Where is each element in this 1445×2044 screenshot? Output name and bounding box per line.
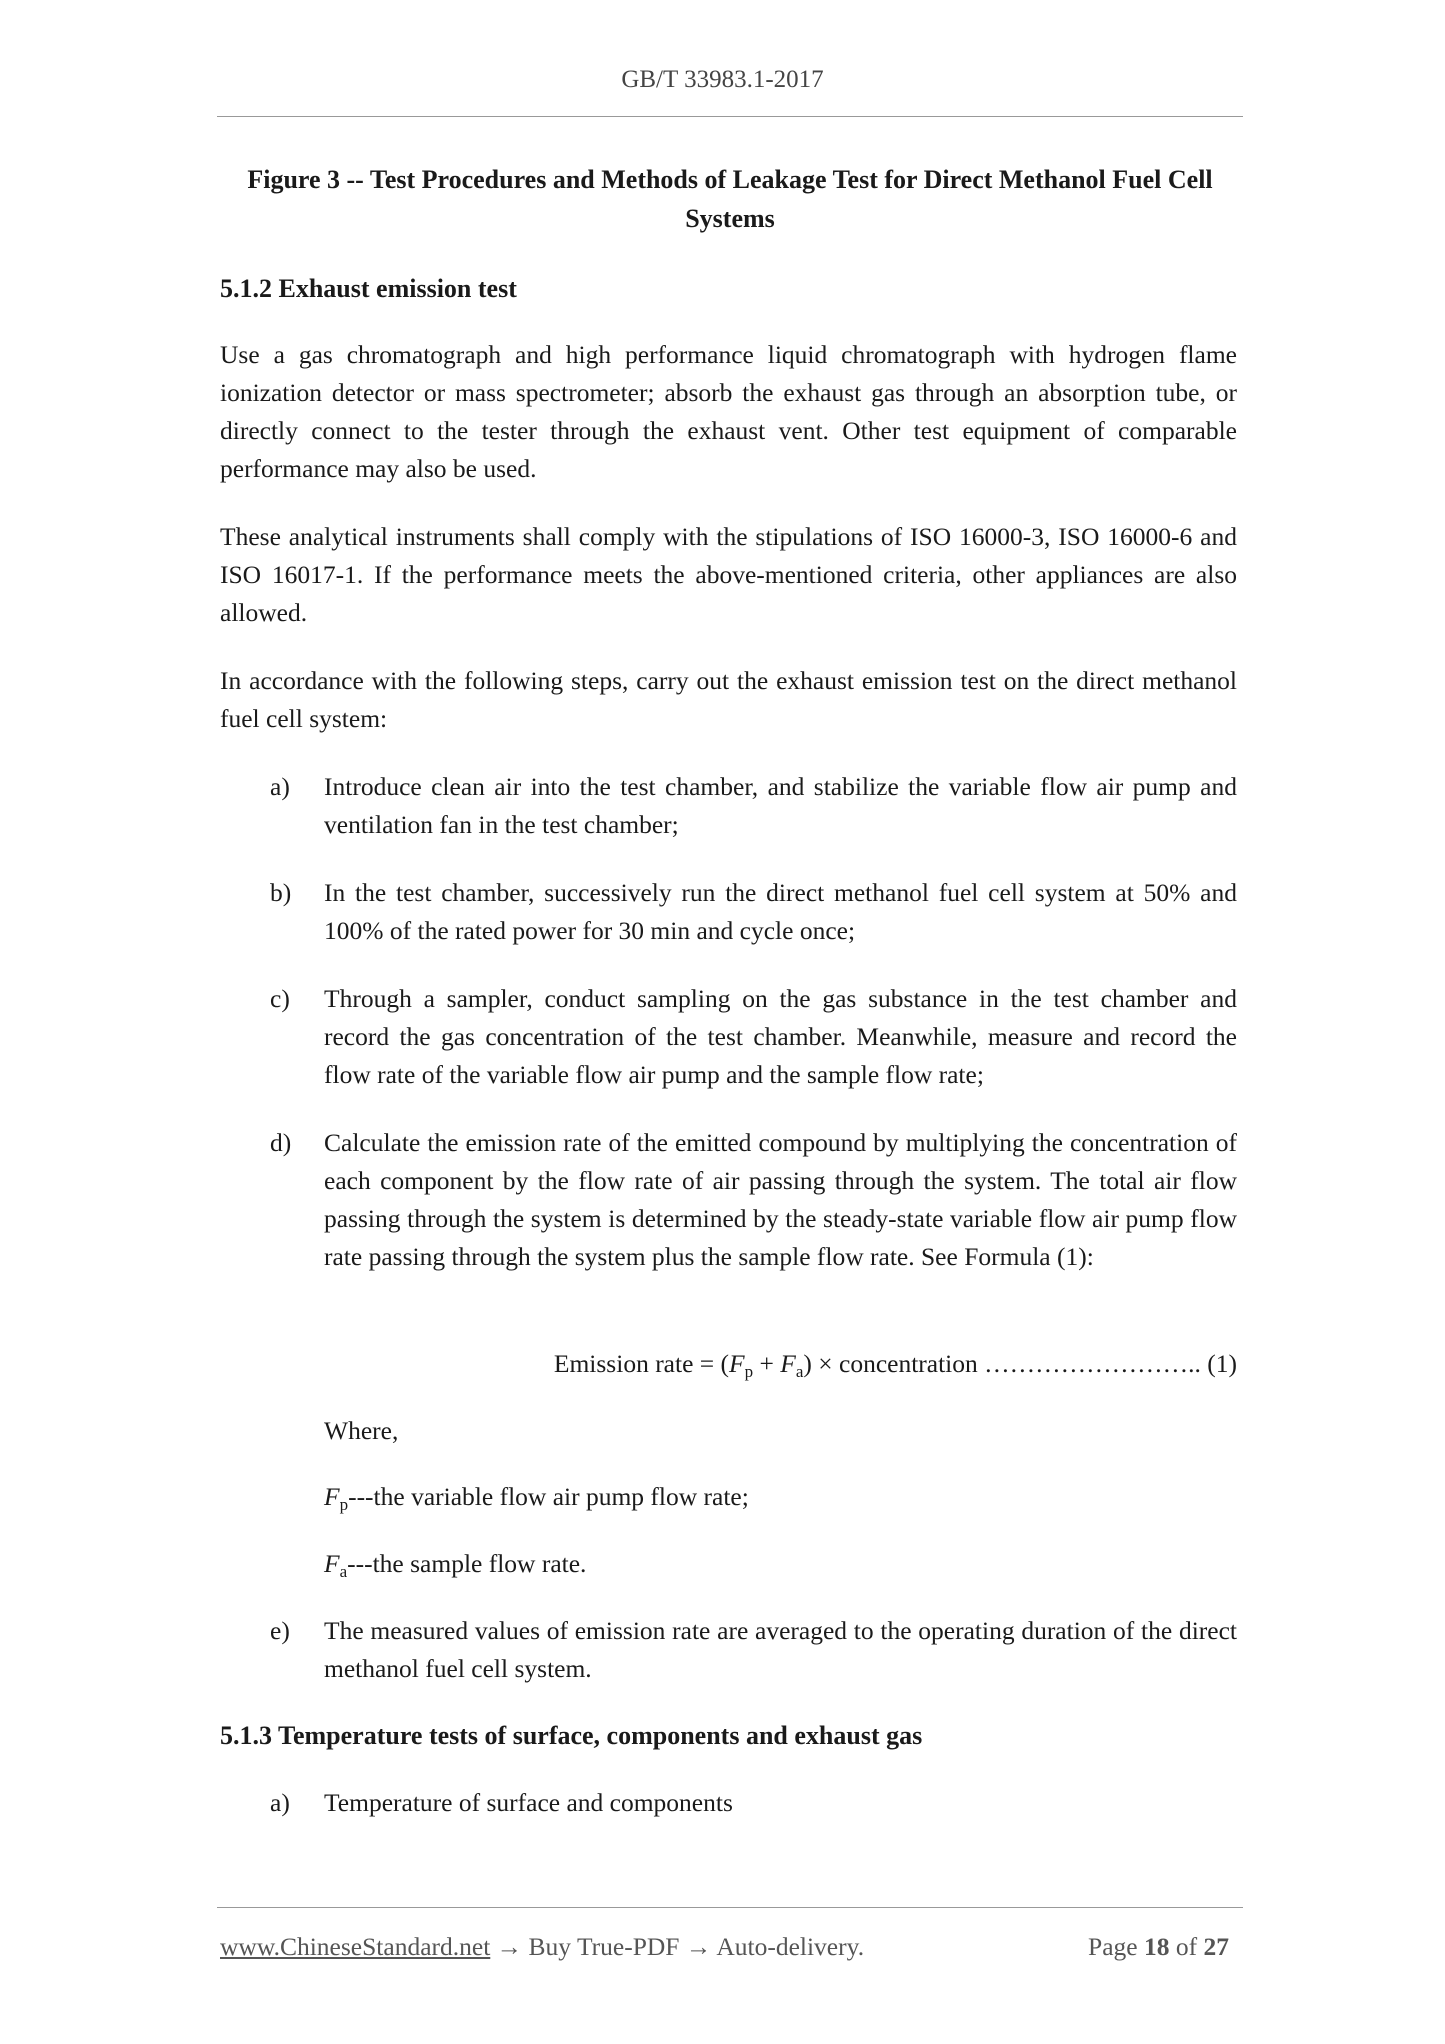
section-heading-5-1-3: 5.1.3 Temperature tests of surface, components and exhaust gas	[220, 1721, 923, 1750]
list-text: Calculate the emission rate of the emitted compound by multiplying the concentration of each component by the flow rate of air passing through the system. The total air flow passing through the system is determined by the steady-state variable flow air pump flow rate passing through the system plus the sample flow rate. See Formula (1):	[324, 1128, 1237, 1271]
list-marker: b)	[270, 878, 292, 907]
list-marker: c)	[270, 984, 290, 1013]
list-text: Temperature of surface and components	[324, 1788, 733, 1817]
list-marker: a)	[270, 772, 290, 801]
definition-fa: $F_a--$-the sample flow rate.	[324, 1549, 587, 1581]
list-text: Introduce clean air into the test chamber, and stabilize the variable flow air pump and ventilation fan in the test chamber;	[324, 772, 1237, 839]
figure-title: Figure 3 -- Test Procedures and Methods of Leakage Test for Direct Methanol Fuel Cell Systems	[247, 165, 1213, 233]
footer-rule	[217, 1907, 1243, 1908]
list-text: The measured values of emission rate are averaged to the operating duration of the direct methanol fuel cell system.	[324, 1616, 1237, 1683]
paragraph-test-steps-intro: In accordance with the following steps, carry out the exhaust emission test on the direct methanol fuel cell system:	[220, 666, 1237, 733]
list-marker: e)	[270, 1616, 290, 1645]
header-rule	[217, 116, 1243, 117]
section-heading-5-1-2: 5.1.2 Exhaust emission test	[220, 274, 517, 303]
list-text: Through a sampler, conduct sampling on the gas substance in the test chamber and record the gas concentration of the test chamber. Meanwhile, measure and record the flow rate of the variable flow air pump and the sample flow rate;	[324, 984, 1237, 1089]
paragraph-test-equipment: Use a gas chromatograph and high performance liquid chromatograph with hydrogen flame ionization detector or mass spectrometer; absorb the exhaust gas through an absorption tube, or directly connect to the tester through the exhaust vent. Other test equipment of comparable performance may also be used.	[220, 340, 1237, 483]
page-number: Page 18 of 27	[1088, 1932, 1229, 1961]
list-text: In the test chamber, successively run the direct methanol fuel cell system at 50% and 100% of the rated power for 30 min and cycle once;	[324, 878, 1237, 945]
arrow-right-icon: →	[496, 1932, 523, 1961]
list-marker: d)	[270, 1128, 292, 1157]
list-marker: a)	[270, 1788, 290, 1817]
where-label: Where,	[324, 1416, 399, 1445]
arrow-right-icon: →	[685, 1932, 712, 1961]
standard-code: GB/T 33983.1-2017	[621, 66, 824, 93]
auto-delivery-text: Auto-delivery.	[716, 1932, 865, 1961]
website-link[interactable]: www.ChineseStandard.net	[220, 1932, 491, 1961]
emission-rate-formula: Emission rate = $(F_p + F_a)$ × concentration …………………….. (1)	[553, 1349, 1237, 1381]
page-footer	[220, 1932, 1237, 1962]
paragraph-instrument-compliance: These analytical instruments shall comply with the stipulations of ISO 16000-3, ISO 16000-6 and ISO 16017-1. If the performance meets the above-mentioned criteria, other appliances are also allowed.	[220, 522, 1237, 627]
definition-fp: $F_p--$-the variable flow air pump flow rate;	[324, 1482, 749, 1514]
buy-pdf-text: Buy True-PDF	[528, 1932, 680, 1961]
